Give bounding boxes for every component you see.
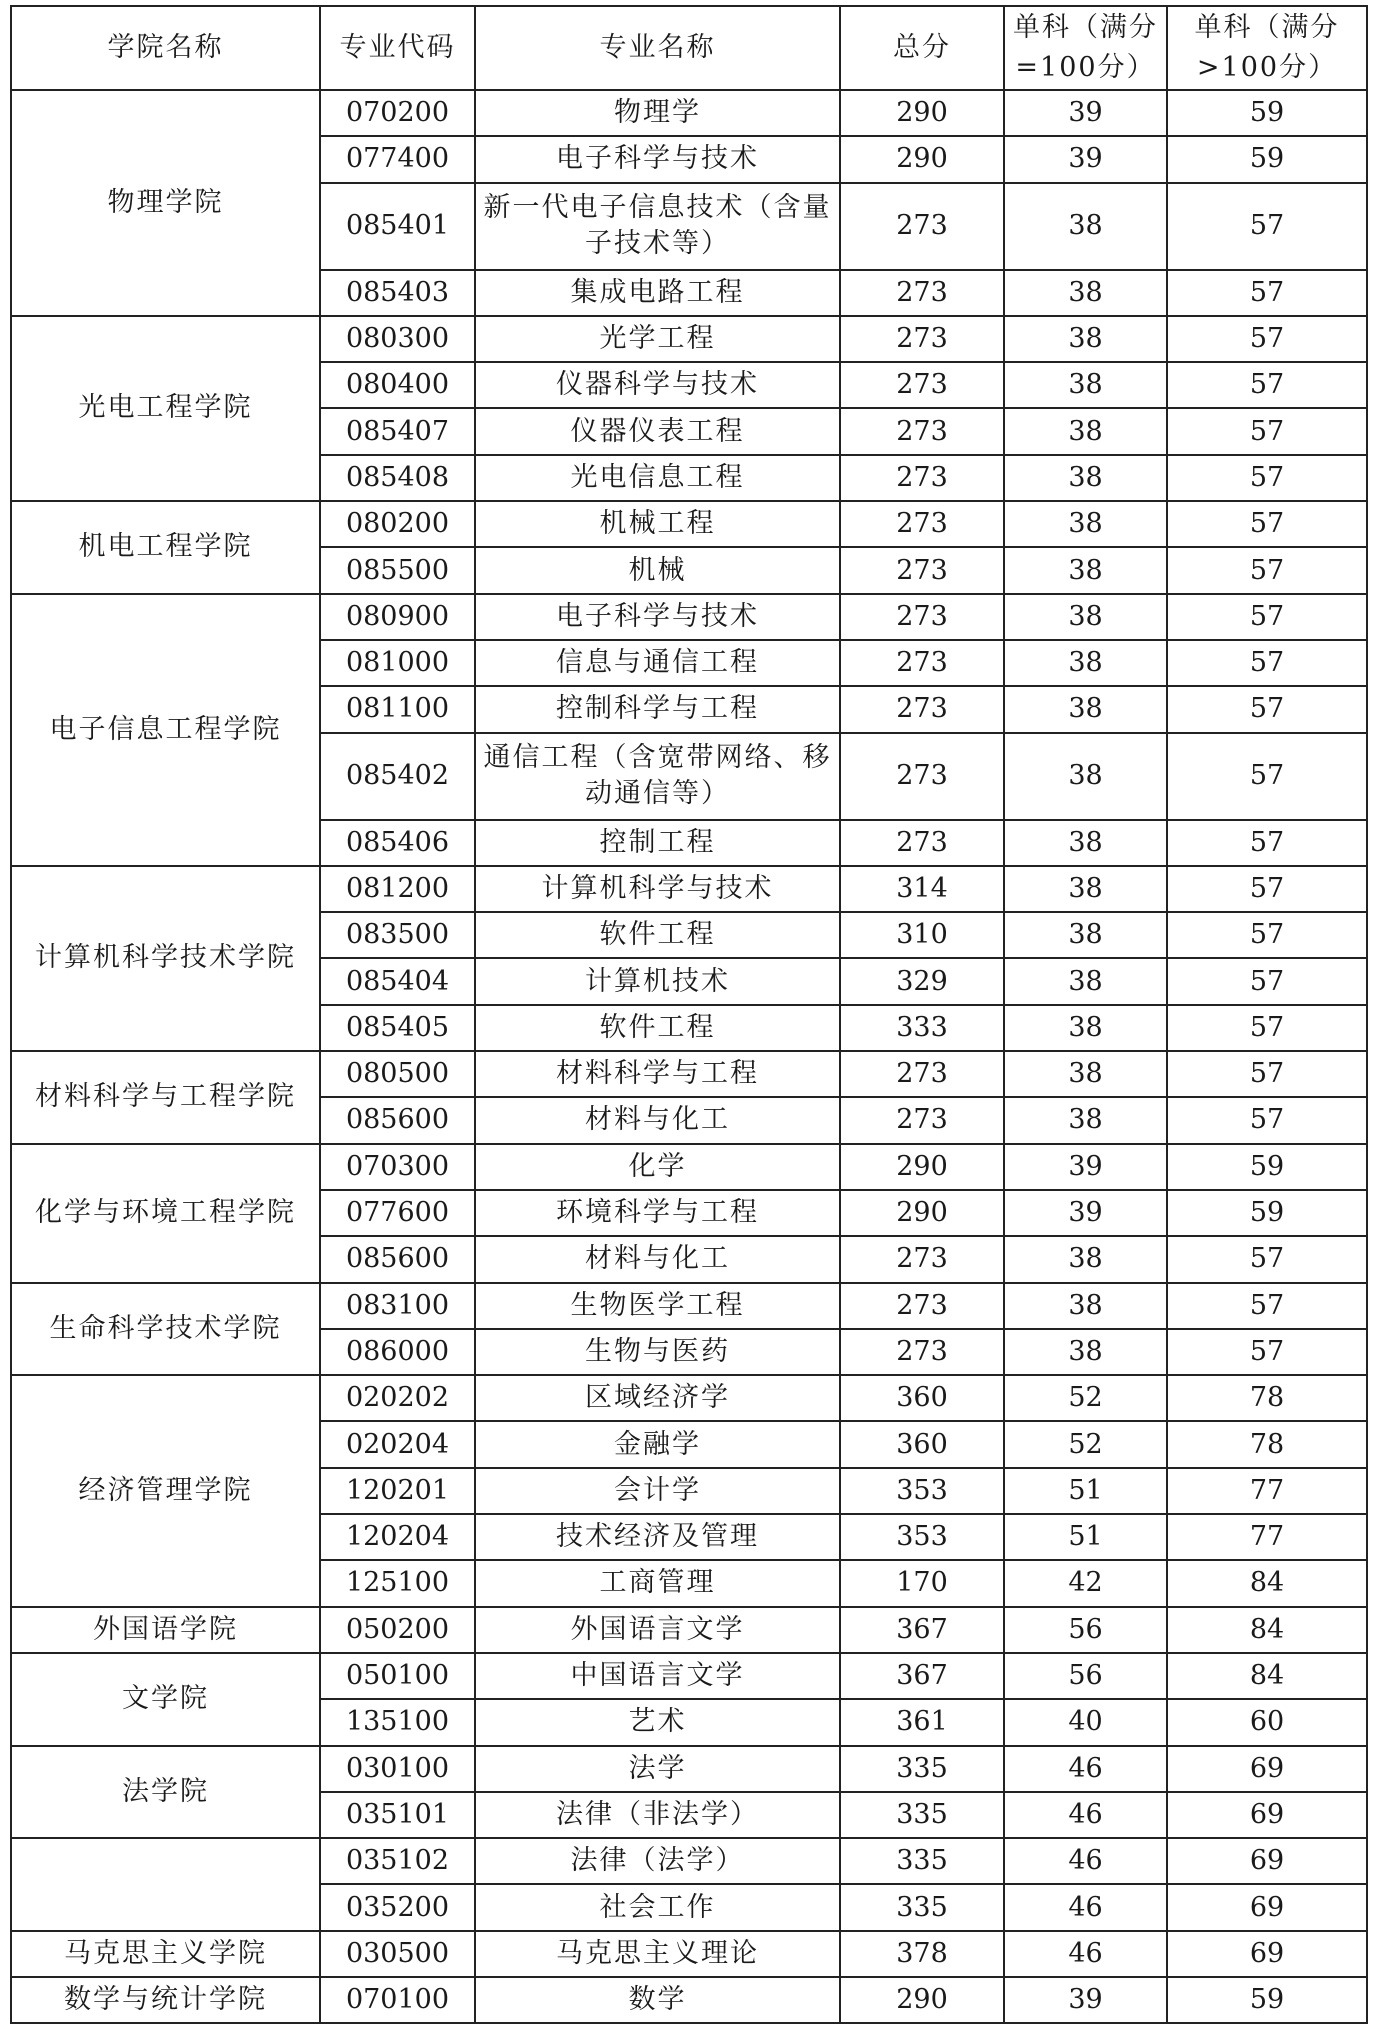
major-name: 物理学 bbox=[475, 90, 840, 136]
table-row bbox=[11, 1375, 1367, 1421]
single-score-over-100: 57 bbox=[1167, 1097, 1367, 1143]
major-code: 050200 bbox=[320, 1607, 475, 1653]
total-score: 290 bbox=[840, 136, 1004, 182]
major-name: 环境科学与工程 bbox=[475, 1190, 840, 1236]
single-score-100: 38 bbox=[1004, 1283, 1167, 1329]
major-name: 数学 bbox=[475, 1977, 840, 2023]
single-score-100: 39 bbox=[1004, 90, 1167, 136]
single-score-100: 38 bbox=[1004, 1005, 1167, 1051]
single-score-100: 40 bbox=[1004, 1699, 1167, 1745]
college-name: 化学与环境工程学院 bbox=[11, 1144, 320, 1283]
total-score: 333 bbox=[840, 1005, 1004, 1051]
single-score-100: 56 bbox=[1004, 1607, 1167, 1653]
single-score-100: 39 bbox=[1004, 1144, 1167, 1190]
total-score: 273 bbox=[840, 547, 1004, 593]
table-row bbox=[11, 1144, 1367, 1190]
total-score: 273 bbox=[840, 733, 1004, 820]
single-score-100: 38 bbox=[1004, 1329, 1167, 1375]
college-name: 数学与统计学院 bbox=[11, 1977, 320, 2023]
table-row bbox=[11, 594, 1367, 640]
major-name: 中国语言文学 bbox=[475, 1653, 840, 1699]
single-score-over-100: 59 bbox=[1167, 1977, 1367, 2023]
major-name: 光学工程 bbox=[475, 316, 840, 362]
single-score-over-100: 57 bbox=[1167, 686, 1367, 732]
table-row bbox=[11, 316, 1367, 362]
table-row bbox=[11, 1607, 1367, 1653]
major-code: 020202 bbox=[320, 1375, 475, 1421]
single-score-over-100: 69 bbox=[1167, 1884, 1367, 1930]
total-score: 290 bbox=[840, 1144, 1004, 1190]
header-row bbox=[11, 6, 1367, 90]
total-score: 273 bbox=[840, 1283, 1004, 1329]
single-score-100: 38 bbox=[1004, 270, 1167, 316]
single-score-over-100: 57 bbox=[1167, 733, 1367, 820]
major-code: 070100 bbox=[320, 1977, 475, 2023]
major-code: 083500 bbox=[320, 912, 475, 958]
major-code: 080200 bbox=[320, 501, 475, 547]
table-row bbox=[11, 1653, 1367, 1699]
single-score-100: 52 bbox=[1004, 1375, 1167, 1421]
major-code: 035200 bbox=[320, 1884, 475, 1930]
major-name: 仪器仪表工程 bbox=[475, 408, 840, 454]
major-code: 080300 bbox=[320, 316, 475, 362]
single-score-over-100: 59 bbox=[1167, 136, 1367, 182]
single-score-100: 51 bbox=[1004, 1514, 1167, 1560]
single-score-over-100: 57 bbox=[1167, 316, 1367, 362]
single-score-over-100: 57 bbox=[1167, 362, 1367, 408]
single-score-100: 39 bbox=[1004, 1190, 1167, 1236]
single-score-over-100: 84 bbox=[1167, 1560, 1367, 1606]
table-row bbox=[11, 1051, 1367, 1097]
single-score-over-100: 57 bbox=[1167, 547, 1367, 593]
college-name: 光电工程学院 bbox=[11, 316, 320, 501]
major-code: 077400 bbox=[320, 136, 475, 182]
single-score-100: 42 bbox=[1004, 1560, 1167, 1606]
single-score-over-100: 57 bbox=[1167, 455, 1367, 501]
major-code: 077600 bbox=[320, 1190, 475, 1236]
total-score: 335 bbox=[840, 1838, 1004, 1884]
major-name: 电子科学与技术 bbox=[475, 136, 840, 182]
single-score-100: 38 bbox=[1004, 183, 1167, 270]
major-code: 125100 bbox=[320, 1560, 475, 1606]
major-name: 集成电路工程 bbox=[475, 270, 840, 316]
single-score-100: 46 bbox=[1004, 1838, 1167, 1884]
major-code: 135100 bbox=[320, 1699, 475, 1745]
single-score-100: 38 bbox=[1004, 501, 1167, 547]
table-row bbox=[11, 1838, 1367, 1884]
total-score: 353 bbox=[840, 1514, 1004, 1560]
single-score-over-100: 57 bbox=[1167, 1051, 1367, 1097]
college-name: 物理学院 bbox=[11, 90, 320, 316]
major-name: 仪器科学与技术 bbox=[475, 362, 840, 408]
single-score-100: 38 bbox=[1004, 547, 1167, 593]
major-name: 法学 bbox=[475, 1746, 840, 1792]
total-score: 290 bbox=[840, 1977, 1004, 2023]
total-score: 329 bbox=[840, 958, 1004, 1004]
single-score-over-100: 57 bbox=[1167, 958, 1367, 1004]
single-score-100: 38 bbox=[1004, 640, 1167, 686]
total-score: 314 bbox=[840, 866, 1004, 912]
major-code: 081000 bbox=[320, 640, 475, 686]
college-name: 电子信息工程学院 bbox=[11, 594, 320, 866]
major-name: 通信工程（含宽带网络、移动通信等） bbox=[475, 733, 840, 820]
total-score: 273 bbox=[840, 316, 1004, 362]
major-code: 085406 bbox=[320, 820, 475, 866]
major-name: 材料与化工 bbox=[475, 1097, 840, 1143]
table-row bbox=[11, 1931, 1367, 1977]
single-score-100: 38 bbox=[1004, 820, 1167, 866]
header-college: 学院名称 bbox=[11, 6, 320, 90]
table-row bbox=[11, 866, 1367, 912]
major-name: 计算机科学与技术 bbox=[475, 866, 840, 912]
major-name: 艺术 bbox=[475, 1699, 840, 1745]
major-code: 081100 bbox=[320, 686, 475, 732]
single-score-over-100: 57 bbox=[1167, 912, 1367, 958]
total-score: 335 bbox=[840, 1792, 1004, 1838]
single-score-over-100: 57 bbox=[1167, 270, 1367, 316]
single-score-100: 39 bbox=[1004, 1977, 1167, 2023]
college-name: 文学院 bbox=[11, 1653, 320, 1746]
single-score-over-100: 69 bbox=[1167, 1746, 1367, 1792]
total-score: 273 bbox=[840, 686, 1004, 732]
major-name: 计算机技术 bbox=[475, 958, 840, 1004]
major-name: 生物与医药 bbox=[475, 1329, 840, 1375]
single-score-over-100: 57 bbox=[1167, 501, 1367, 547]
major-code: 085401 bbox=[320, 183, 475, 270]
total-score: 273 bbox=[840, 455, 1004, 501]
single-score-over-100: 78 bbox=[1167, 1375, 1367, 1421]
major-code: 080900 bbox=[320, 594, 475, 640]
major-name: 法律（非法学） bbox=[475, 1792, 840, 1838]
major-name: 材料科学与工程 bbox=[475, 1051, 840, 1097]
major-name: 信息与通信工程 bbox=[475, 640, 840, 686]
single-score-over-100: 77 bbox=[1167, 1514, 1367, 1560]
total-score: 273 bbox=[840, 501, 1004, 547]
major-code: 080400 bbox=[320, 362, 475, 408]
college-name: 计算机科学技术学院 bbox=[11, 866, 320, 1051]
major-name: 控制科学与工程 bbox=[475, 686, 840, 732]
header-single-100: 单科（满分=100分） bbox=[1004, 6, 1167, 90]
single-score-100: 38 bbox=[1004, 958, 1167, 1004]
total-score: 273 bbox=[840, 183, 1004, 270]
college-name: 马克思主义学院 bbox=[11, 1931, 320, 1977]
major-name: 金融学 bbox=[475, 1421, 840, 1467]
table-row bbox=[11, 1977, 1367, 2023]
college-name: 经济管理学院 bbox=[11, 1375, 320, 1606]
header-major: 专业名称 bbox=[475, 6, 840, 90]
total-score: 335 bbox=[840, 1884, 1004, 1930]
total-score: 335 bbox=[840, 1746, 1004, 1792]
college-name: 机电工程学院 bbox=[11, 501, 320, 594]
major-code: 085500 bbox=[320, 547, 475, 593]
single-score-100: 38 bbox=[1004, 455, 1167, 501]
total-score: 360 bbox=[840, 1421, 1004, 1467]
major-name: 工商管理 bbox=[475, 1560, 840, 1606]
single-score-100: 38 bbox=[1004, 1236, 1167, 1282]
single-score-over-100: 57 bbox=[1167, 594, 1367, 640]
single-score-over-100: 60 bbox=[1167, 1699, 1367, 1745]
single-score-over-100: 69 bbox=[1167, 1838, 1367, 1884]
major-name: 生物医学工程 bbox=[475, 1283, 840, 1329]
table-row bbox=[11, 501, 1367, 547]
single-score-100: 38 bbox=[1004, 408, 1167, 454]
total-score: 273 bbox=[840, 1097, 1004, 1143]
major-code: 085404 bbox=[320, 958, 475, 1004]
table-row bbox=[11, 90, 1367, 136]
single-score-100: 46 bbox=[1004, 1931, 1167, 1977]
single-score-100: 56 bbox=[1004, 1653, 1167, 1699]
major-name: 会计学 bbox=[475, 1468, 840, 1514]
single-score-100: 46 bbox=[1004, 1746, 1167, 1792]
major-code: 085408 bbox=[320, 455, 475, 501]
single-score-over-100: 57 bbox=[1167, 1283, 1367, 1329]
major-code: 050100 bbox=[320, 1653, 475, 1699]
single-score-100: 38 bbox=[1004, 866, 1167, 912]
major-name: 光电信息工程 bbox=[475, 455, 840, 501]
single-score-100: 39 bbox=[1004, 136, 1167, 182]
single-score-over-100: 69 bbox=[1167, 1792, 1367, 1838]
major-code: 085600 bbox=[320, 1236, 475, 1282]
score-table bbox=[10, 5, 1368, 2024]
single-score-over-100: 57 bbox=[1167, 640, 1367, 686]
total-score: 290 bbox=[840, 90, 1004, 136]
total-score: 273 bbox=[840, 1051, 1004, 1097]
major-code: 120201 bbox=[320, 1468, 475, 1514]
single-score-100: 38 bbox=[1004, 1097, 1167, 1143]
major-name: 区域经济学 bbox=[475, 1375, 840, 1421]
major-code: 085403 bbox=[320, 270, 475, 316]
total-score: 273 bbox=[840, 594, 1004, 640]
single-score-over-100: 59 bbox=[1167, 1190, 1367, 1236]
major-name: 马克思主义理论 bbox=[475, 1931, 840, 1977]
total-score: 273 bbox=[840, 270, 1004, 316]
college-name: 法学院 bbox=[11, 1746, 320, 1839]
total-score: 273 bbox=[840, 362, 1004, 408]
major-name: 新一代电子信息技术（含量子技术等） bbox=[475, 183, 840, 270]
major-code: 086000 bbox=[320, 1329, 475, 1375]
header-total: 总分 bbox=[840, 6, 1004, 90]
major-name: 电子科学与技术 bbox=[475, 594, 840, 640]
single-score-100: 38 bbox=[1004, 1051, 1167, 1097]
single-score-over-100: 57 bbox=[1167, 408, 1367, 454]
major-code: 020204 bbox=[320, 1421, 475, 1467]
major-name: 控制工程 bbox=[475, 820, 840, 866]
major-code: 085407 bbox=[320, 408, 475, 454]
total-score: 367 bbox=[840, 1607, 1004, 1653]
major-code: 070300 bbox=[320, 1144, 475, 1190]
single-score-100: 51 bbox=[1004, 1468, 1167, 1514]
major-code: 120204 bbox=[320, 1514, 475, 1560]
major-code: 030100 bbox=[320, 1746, 475, 1792]
single-score-over-100: 59 bbox=[1167, 1144, 1367, 1190]
major-name: 外国语言文学 bbox=[475, 1607, 840, 1653]
total-score: 273 bbox=[840, 408, 1004, 454]
total-score: 361 bbox=[840, 1699, 1004, 1745]
single-score-over-100: 57 bbox=[1167, 1005, 1367, 1051]
header-single-over-100: 单科（满分>100分） bbox=[1167, 6, 1367, 90]
total-score: 378 bbox=[840, 1931, 1004, 1977]
single-score-over-100: 84 bbox=[1167, 1653, 1367, 1699]
major-code: 030500 bbox=[320, 1931, 475, 1977]
college-name bbox=[11, 1838, 320, 1931]
total-score: 367 bbox=[840, 1653, 1004, 1699]
single-score-over-100: 57 bbox=[1167, 820, 1367, 866]
total-score: 290 bbox=[840, 1190, 1004, 1236]
single-score-100: 46 bbox=[1004, 1884, 1167, 1930]
single-score-over-100: 69 bbox=[1167, 1931, 1367, 1977]
header-code: 专业代码 bbox=[320, 6, 475, 90]
total-score: 273 bbox=[840, 1236, 1004, 1282]
college-name: 材料科学与工程学院 bbox=[11, 1051, 320, 1144]
total-score: 310 bbox=[840, 912, 1004, 958]
single-score-over-100: 57 bbox=[1167, 1329, 1367, 1375]
college-name: 生命科学技术学院 bbox=[11, 1283, 320, 1376]
major-code: 081200 bbox=[320, 866, 475, 912]
major-name: 技术经济及管理 bbox=[475, 1514, 840, 1560]
total-score: 273 bbox=[840, 640, 1004, 686]
total-score: 360 bbox=[840, 1375, 1004, 1421]
total-score: 273 bbox=[840, 1329, 1004, 1375]
single-score-100: 38 bbox=[1004, 686, 1167, 732]
major-code: 085600 bbox=[320, 1097, 475, 1143]
major-name: 软件工程 bbox=[475, 912, 840, 958]
single-score-100: 38 bbox=[1004, 733, 1167, 820]
single-score-100: 38 bbox=[1004, 362, 1167, 408]
major-name: 机械工程 bbox=[475, 501, 840, 547]
single-score-100: 38 bbox=[1004, 316, 1167, 362]
total-score: 273 bbox=[840, 820, 1004, 866]
major-code: 080500 bbox=[320, 1051, 475, 1097]
major-name: 化学 bbox=[475, 1144, 840, 1190]
college-name: 外国语学院 bbox=[11, 1607, 320, 1653]
total-score: 170 bbox=[840, 1560, 1004, 1606]
major-name: 机械 bbox=[475, 547, 840, 593]
single-score-over-100: 57 bbox=[1167, 866, 1367, 912]
single-score-100: 46 bbox=[1004, 1792, 1167, 1838]
major-code: 083100 bbox=[320, 1283, 475, 1329]
single-score-over-100: 57 bbox=[1167, 183, 1367, 270]
single-score-100: 52 bbox=[1004, 1421, 1167, 1467]
single-score-over-100: 84 bbox=[1167, 1607, 1367, 1653]
major-code: 035102 bbox=[320, 1838, 475, 1884]
total-score: 353 bbox=[840, 1468, 1004, 1514]
table-row bbox=[11, 1746, 1367, 1792]
single-score-over-100: 77 bbox=[1167, 1468, 1367, 1514]
table-row bbox=[11, 1283, 1367, 1329]
major-name: 法律（法学） bbox=[475, 1838, 840, 1884]
single-score-100: 38 bbox=[1004, 912, 1167, 958]
single-score-over-100: 59 bbox=[1167, 90, 1367, 136]
major-name: 材料与化工 bbox=[475, 1236, 840, 1282]
single-score-100: 38 bbox=[1004, 594, 1167, 640]
major-code: 085405 bbox=[320, 1005, 475, 1051]
table-body bbox=[11, 90, 1367, 2023]
single-score-over-100: 57 bbox=[1167, 1236, 1367, 1282]
major-name: 软件工程 bbox=[475, 1005, 840, 1051]
single-score-over-100: 78 bbox=[1167, 1421, 1367, 1467]
major-code: 035101 bbox=[320, 1792, 475, 1838]
major-name: 社会工作 bbox=[475, 1884, 840, 1930]
major-code: 070200 bbox=[320, 90, 475, 136]
major-code: 085402 bbox=[320, 733, 475, 820]
